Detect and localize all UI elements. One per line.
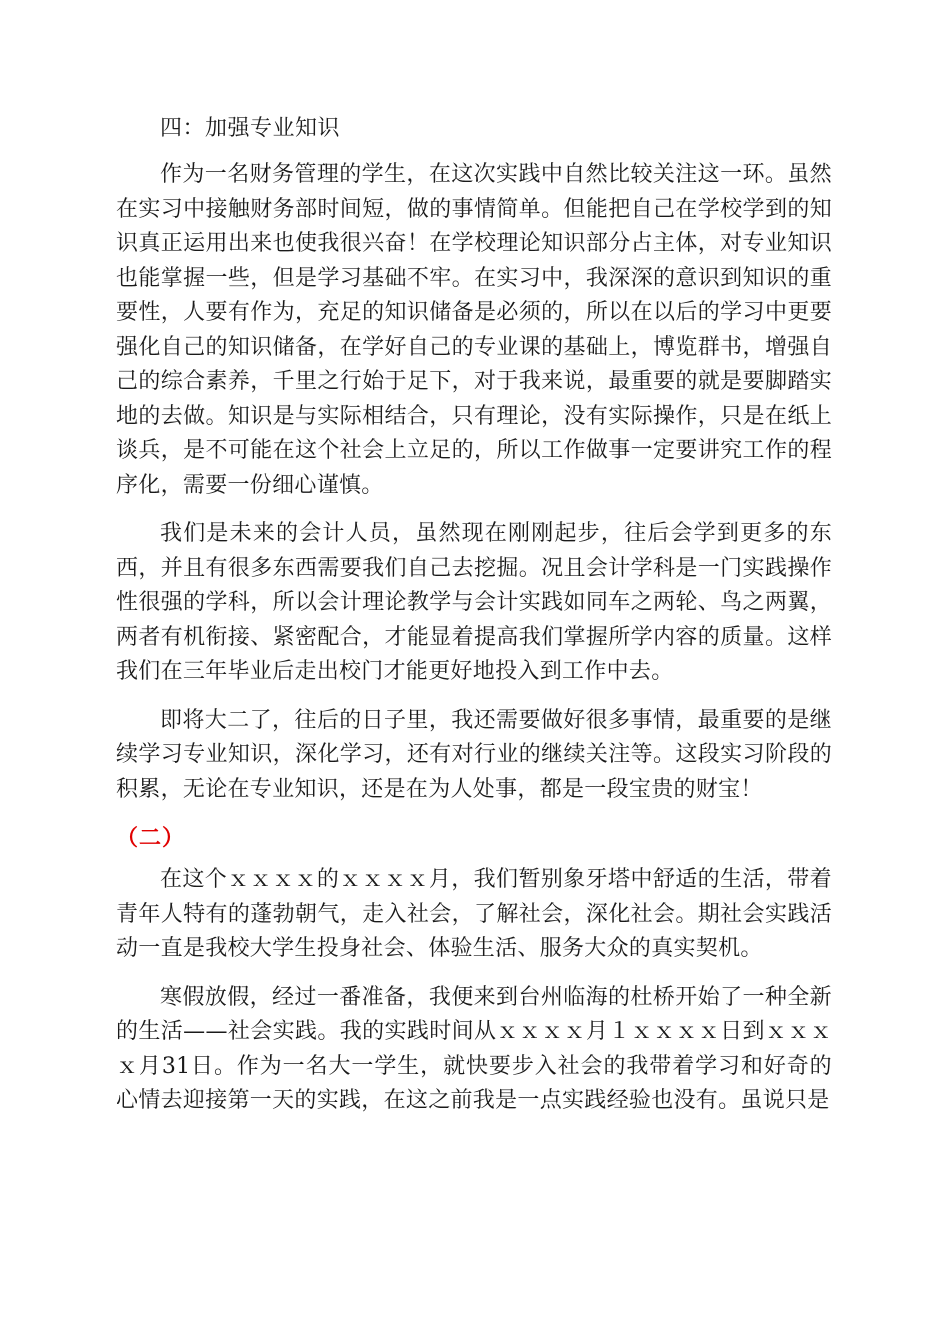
paragraph: 在这个ｘｘｘｘ的ｘｘｘｘ月，我们暂别象牙塔中舒适的生活，带着青年人特有的蓬勃朝气，走入社会，了解社会，深化社会。期社会实践活动一直是我校大学生投身社会、体验生活、服务大众的真实契机。 (116, 867, 832, 961)
paragraph: 寒假放假，经过一番准备，我便来到台州临海的杜桥开始了一种全新的生活——社会实践。我的实践时间从ｘｘｘｘ月１ｘｘｘｘ日到ｘｘｘｘ月31日。作为一名大一学生，就快要步入社会的我带着学习和好奇的心情去迎接第一天的实践，在这之前我是一点实践经验也没有。虽说只是 (116, 984, 832, 1113)
paragraph: 即将大二了，往后的日子里，我还需要做好很多事情，最重要的是继续学习专业知识，深化学习，还有对行业的继续关注等。这段实习阶段的积累，无论在专业知识，还是在为人处事，都是一段宝贵的财宝！ (116, 707, 832, 802)
paragraph: 作为一名财务管理的学生，在这次实践中自然比较关注这一环。虽然在实习中接触财务部时间短，做的事情简单。但能把自己在学校学到的知识真正运用出来也使我很兴奋！在学校理论知识部分占主体，对专业知识也能掌握一些，但是学习基础不牢。在实习中，我深深的意识到知识的重要性，人要有作为，充足的知识储备是必须的，所以在以后的学习中更要强化自己的知识储备，在学好自己的专业课的基础上，博览群书，增强自己的综合素养，千里之行始于足下，对于我来说，最重要的就是要脚踏实地的去做。知识是与实际相结合，只有理论，没有实际操作，只是在纸上谈兵，是不可能在这个社会上立足的，所以工作做事一定要讲究工作的程序化，需要一份细心谨慎。 (116, 162, 832, 498)
paragraph: 我们是未来的会计人员，虽然现在刚刚起步，往后会学到更多的东西，并且有很多东西需要我们自己去挖掘。况且会计学科是一门实践操作性很强的学科，所以会计理论教学与会计实践如同车之两轮、鸟之两翼，两者有机衔接、紧密配合，才能显着提高我们掌握所学内容的质量。这样我们在三年毕业后走出校门才能更好地投入到工作中去。 (116, 521, 832, 684)
section-heading: 四：加强专业知识 (160, 116, 341, 141)
document-page (116, 112, 832, 1133)
section-title: （二） (116, 825, 186, 851)
